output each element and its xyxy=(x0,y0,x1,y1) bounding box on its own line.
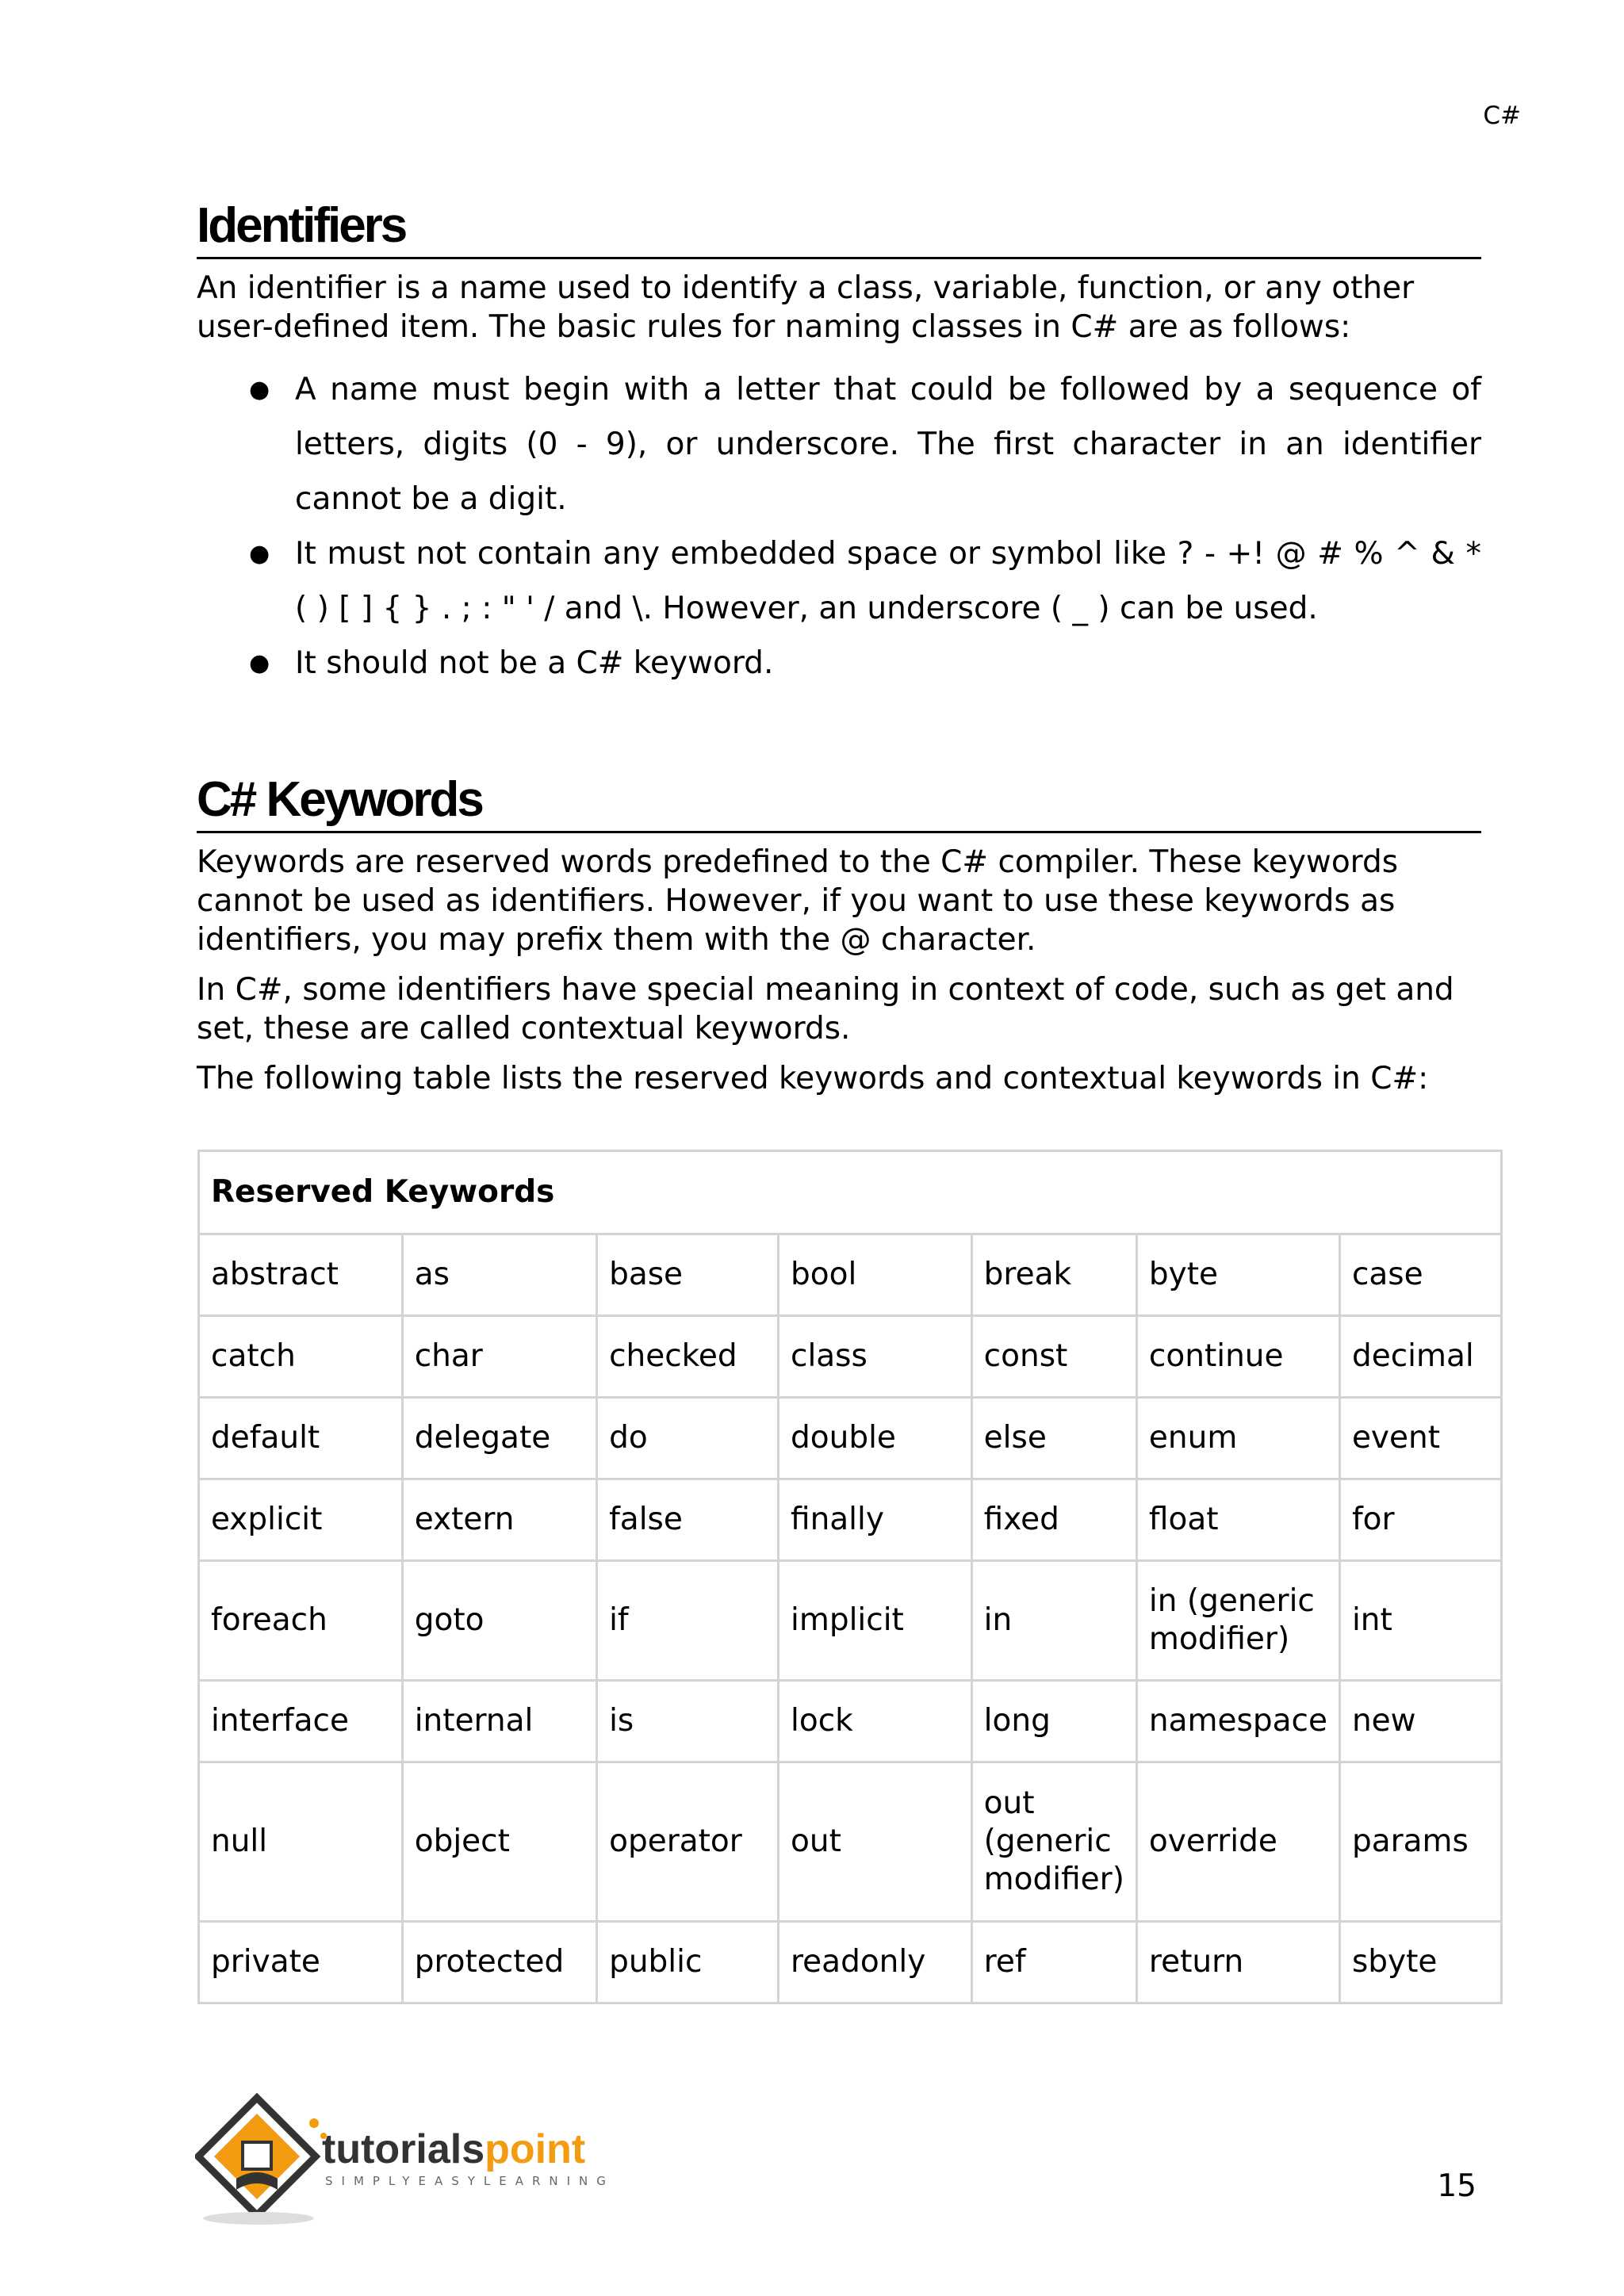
table-cell: catch xyxy=(199,1316,403,1398)
reserved-keywords-table xyxy=(197,1150,1503,2004)
table-cell: bool xyxy=(779,1234,972,1316)
identifiers-heading: Identifiers xyxy=(197,201,1481,259)
bullet-icon: ● xyxy=(249,649,270,677)
table-row xyxy=(199,1762,1502,1922)
table-cell: case xyxy=(1339,1234,1501,1316)
table-cell: out xyxy=(779,1762,972,1922)
table-cell: if xyxy=(597,1561,779,1681)
table-cell: object xyxy=(402,1762,596,1922)
table-cell: implicit xyxy=(779,1561,972,1681)
table-row xyxy=(199,1316,1502,1398)
page-number: 15 xyxy=(1437,2168,1477,2204)
table-cell: ref xyxy=(971,1922,1136,2003)
table-cell: in (generic modifier) xyxy=(1136,1561,1339,1681)
table-row xyxy=(199,1922,1502,2003)
tutorialspoint-logo xyxy=(195,2093,647,2228)
table-cell: double xyxy=(779,1398,972,1479)
table-cell: base xyxy=(597,1234,779,1316)
bullet-icon: ● xyxy=(249,540,270,568)
table-header-row xyxy=(199,1151,1502,1234)
table-cell: return xyxy=(1136,1922,1339,2003)
table-cell: public xyxy=(597,1922,779,2003)
table-cell: else xyxy=(971,1398,1136,1479)
table-cell: namespace xyxy=(1136,1681,1339,1762)
table-cell: protected xyxy=(402,1922,596,2003)
table-cell: internal xyxy=(402,1681,596,1762)
table-cell: fixed xyxy=(971,1479,1136,1561)
table-cell: operator xyxy=(597,1762,779,1922)
table-cell: private xyxy=(199,1922,403,2003)
table-cell: do xyxy=(597,1398,779,1479)
table-cell: extern xyxy=(402,1479,596,1561)
table-cell: new xyxy=(1339,1681,1501,1762)
identifiers-intro: An identifier is a name used to identify a class, variable, function, or any other user-defined item. The basic rules for naming classes in C# are as follows: xyxy=(197,270,1415,345)
table-cell: continue xyxy=(1136,1316,1339,1398)
table-cell: class xyxy=(779,1316,972,1398)
table-cell: default xyxy=(199,1398,403,1479)
table-cell: is xyxy=(597,1681,779,1762)
table-cell: goto xyxy=(402,1561,596,1681)
table-row xyxy=(199,1561,1502,1681)
table-header: Reserved Keywords xyxy=(199,1151,1502,1234)
table-cell: null xyxy=(199,1762,403,1922)
table-cell: const xyxy=(971,1316,1136,1398)
table-cell: for xyxy=(1339,1479,1501,1561)
table-cell: int xyxy=(1339,1561,1501,1681)
table-cell: byte xyxy=(1136,1234,1339,1316)
table-cell: event xyxy=(1339,1398,1501,1479)
table-cell: override xyxy=(1136,1762,1339,1922)
table-row xyxy=(199,1234,1502,1316)
logo-wordmark: tutorialspoint xyxy=(322,2126,586,2172)
table-cell: enum xyxy=(1136,1398,1339,1479)
table-cell: out (generic modifier) xyxy=(971,1762,1136,1922)
identifier-rules-list xyxy=(197,362,1481,691)
table-cell: checked xyxy=(597,1316,779,1398)
keywords-paragraph-3: The following table lists the reserved keywords and contextual keywords in C#: xyxy=(197,1061,1429,1096)
table-cell: break xyxy=(971,1234,1136,1316)
table-cell: interface xyxy=(199,1681,403,1762)
table-cell: char xyxy=(402,1316,596,1398)
table-cell: foreach xyxy=(199,1561,403,1681)
table-cell: lock xyxy=(779,1681,972,1762)
running-header: C# xyxy=(1483,101,1521,130)
table-cell: sbyte xyxy=(1339,1922,1501,2003)
table-cell: false xyxy=(597,1479,779,1561)
table-cell: decimal xyxy=(1339,1316,1501,1398)
table-cell: float xyxy=(1136,1479,1339,1561)
table-cell: abstract xyxy=(199,1234,403,1316)
table-cell: delegate xyxy=(402,1398,596,1479)
keywords-section xyxy=(197,772,1481,1098)
table-cell: explicit xyxy=(199,1479,403,1561)
keywords-paragraph-2: In C#, some identifiers have special meaning in context of code, such as get and set, these are called contextual keywords. xyxy=(197,972,1454,1047)
table-row xyxy=(199,1398,1502,1479)
list-item: ● It must not contain any embedded space or symbol like ? - +! @ # % ^ & * ( ) [ ] { } . ; : " ' / and \. However, an underscore ( _ ) can be used. xyxy=(197,526,1481,636)
logo-tagline: SIMPLYEASYLEARNING xyxy=(325,2174,615,2188)
table-cell: finally xyxy=(779,1479,972,1561)
table-row xyxy=(199,1681,1502,1762)
table-cell: as xyxy=(402,1234,596,1316)
logo-emblem-icon xyxy=(198,2098,327,2215)
keywords-paragraph-1: Keywords are reserved words predefined to the C# compiler. These keywords cannot be used as identifiers. However, if you want to use these keywords as identifiers, you may prefix them with the @ character. xyxy=(197,844,1399,958)
table-row xyxy=(199,1479,1502,1561)
table-cell: params xyxy=(1339,1762,1501,1922)
bullet-icon: ● xyxy=(249,376,270,404)
table-cell: in xyxy=(971,1561,1136,1681)
list-item: ● It should not be a C# keyword. xyxy=(197,636,1481,691)
table-cell: long xyxy=(971,1681,1136,1762)
identifiers-section xyxy=(197,198,1481,691)
table-cell: readonly xyxy=(779,1922,972,2003)
keywords-heading: C# Keywords xyxy=(197,775,1481,833)
list-item: ● A name must begin with a letter that could be followed by a sequence of letters, digits (0 - 9), or underscore. The first character in an identifier cannot be a digit. xyxy=(197,362,1481,526)
